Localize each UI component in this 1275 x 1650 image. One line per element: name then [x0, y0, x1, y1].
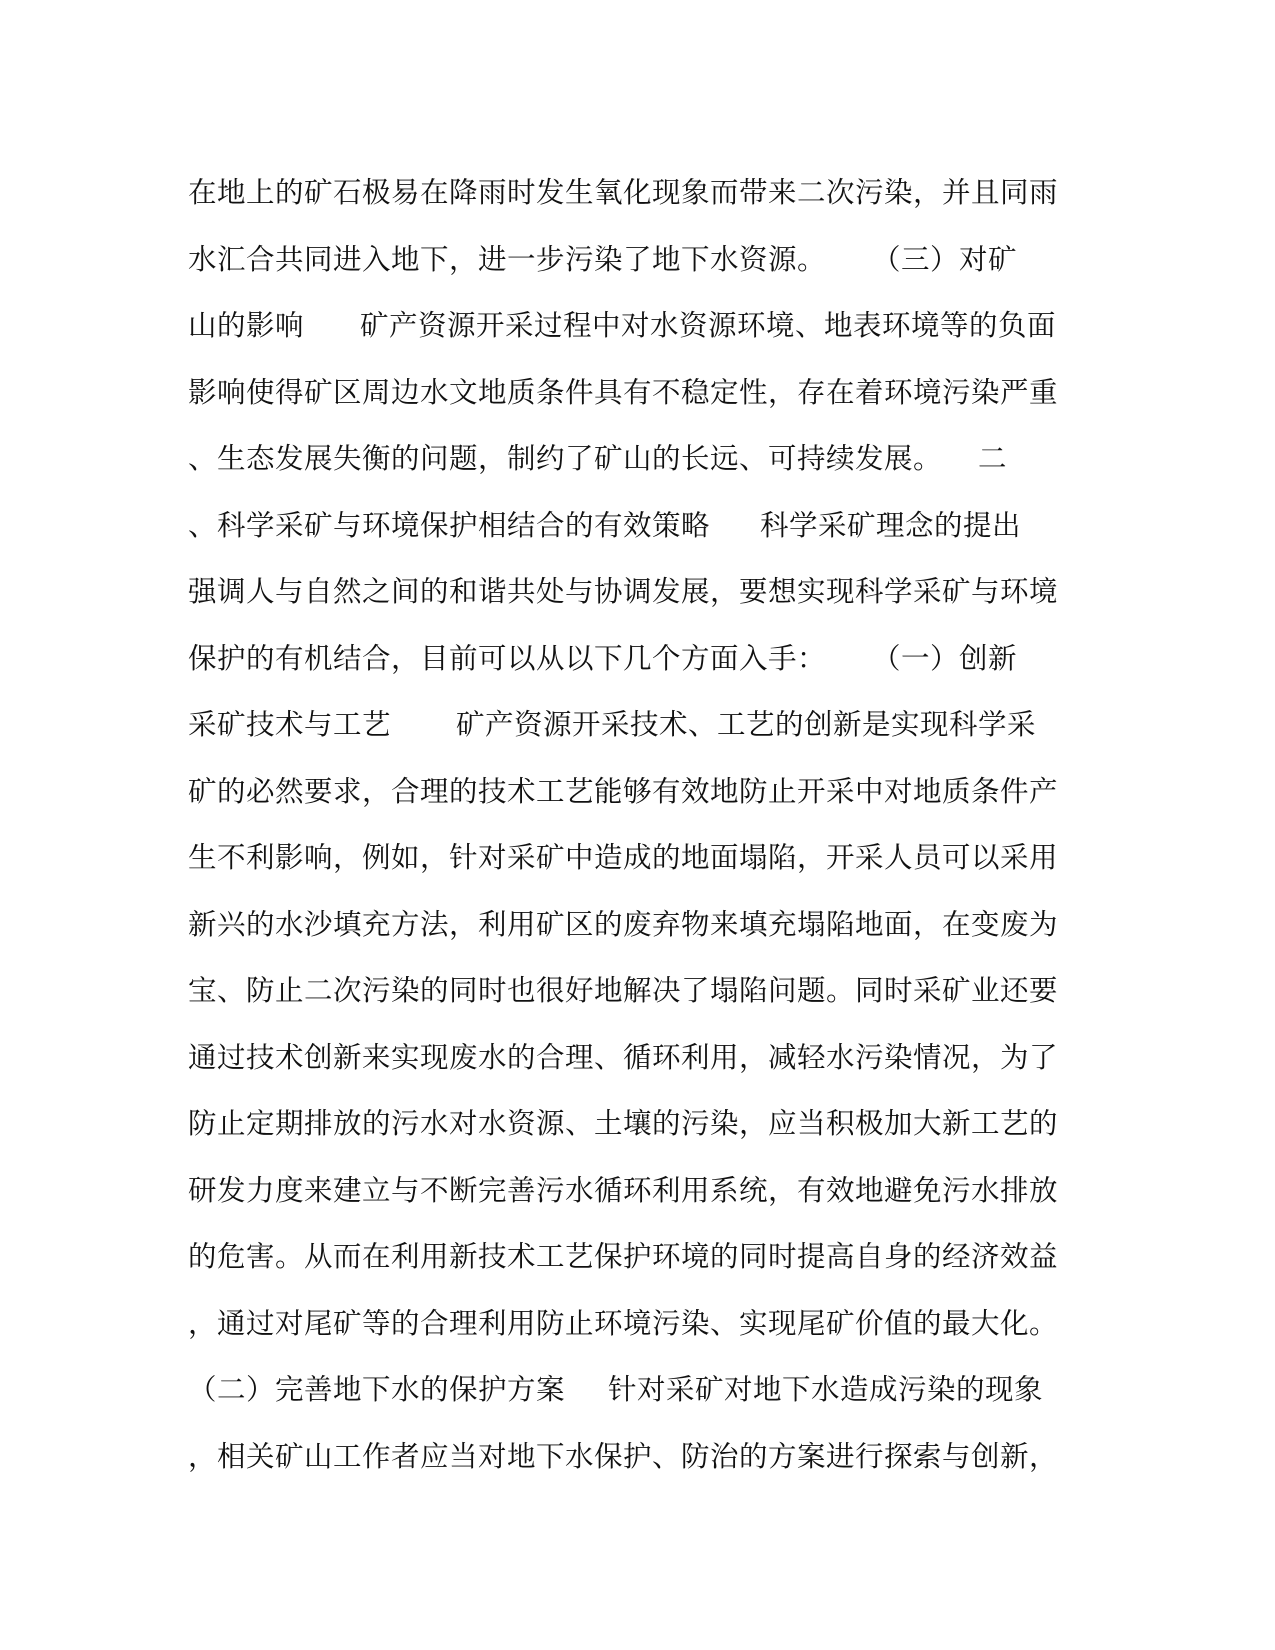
text-line: [188, 493, 1088, 560]
subheading-segment: 采矿技术与工艺: [188, 708, 392, 741]
subheading-segment: （三）对矿: [872, 242, 1018, 276]
text-segment: 强调人与自然之间的和谐共处与协调发展，要想实现科学采矿与环境: [188, 575, 1059, 608]
text-segment: 在地上的矿石极易在降雨时发生氧化现象而带来二次污染，并且同雨: [188, 176, 1059, 209]
text-segment: 影响使得矿区周边水文地质条件具有不稳定性，存在着环境污染严重: [188, 375, 1059, 409]
text-line: [188, 692, 1088, 759]
text-line: [188, 1091, 1088, 1158]
text-line: [188, 426, 1088, 493]
text-segment: 通过技术创新来实现废水的合理、循环利用，减轻水污染情况，为了: [188, 1040, 1059, 1074]
text-segment: 、生态发展失衡的问题，制约了矿山的长远、可持续发展。: [188, 442, 943, 475]
text-segment: ，相关矿山工作者应当对地下水保护、防治的方案进行探索与创新，: [188, 1439, 1059, 1473]
text-line: [188, 892, 1088, 959]
text-segment: 矿的必然要求，合理的技术工艺能够有效地防止开采中对地质条件产: [188, 774, 1059, 808]
text-line: [188, 1224, 1088, 1291]
text-line: [188, 227, 1088, 294]
text-segment: 研发力度来建立与不断完善污水循环利用系统，有效地避免污水排放: [188, 1173, 1059, 1207]
text-line: [188, 825, 1088, 892]
body-text: [188, 160, 1088, 1490]
subheading-segment: 二: [978, 442, 1008, 475]
text-line: [188, 1357, 1088, 1424]
text-segment: 矿产资源开采过程中对水资源环境、地表环境等的负面: [360, 309, 1057, 342]
text-segment: 科学采矿理念的提出: [760, 508, 1022, 542]
text-segment: ，通过对尾矿等的合理利用防止环境污染、实现尾矿价值的最大化。: [188, 1306, 1059, 1340]
text-segment: 保护的有机结合，目前可以从以下几个方面入手：: [188, 641, 827, 675]
text-line: [188, 1291, 1088, 1358]
text-segment: 的危害。从而在利用新技术工艺保护环境的同时提高自身的经济效益: [188, 1240, 1059, 1273]
text-segment: 针对采矿对地下水造成污染的现象: [608, 1373, 1044, 1406]
text-line: [188, 1025, 1088, 1092]
text-line: [188, 1158, 1088, 1225]
subheading-segment: 山的影响: [188, 309, 305, 342]
subheading-segment: 、科学采矿与环境保护相结合的有效策略: [188, 508, 711, 542]
text-segment: 生不利影响，例如，针对采矿中造成的地面塌陷，开采人员可以采用: [188, 841, 1059, 874]
text-segment: 水汇合共同进入地下，进一步污染了地下水资源。: [188, 242, 827, 276]
text-line: [188, 1424, 1088, 1491]
text-segment: 矿产资源开采技术、工艺的创新是实现科学采: [456, 708, 1037, 741]
text-line: [188, 759, 1088, 826]
text-line: [188, 293, 1088, 360]
text-line: [188, 160, 1088, 227]
text-line: [188, 360, 1088, 427]
text-line: [188, 958, 1088, 1025]
text-segment: 防止定期排放的污水对水资源、土壤的污染，应当积极加大新工艺的: [188, 1107, 1059, 1140]
text-segment: 宝、防止二次污染的同时也很好地解决了塌陷问题。同时采矿业还要: [188, 974, 1059, 1007]
subheading-segment: （一）创新: [872, 641, 1018, 675]
subheading-segment: （二）完善地下水的保护方案: [188, 1373, 566, 1406]
text-line: [188, 559, 1088, 626]
text-segment: 新兴的水沙填充方法，利用矿区的废弃物来填充塌陷地面，在变废为: [188, 907, 1059, 941]
text-line: [188, 626, 1088, 693]
